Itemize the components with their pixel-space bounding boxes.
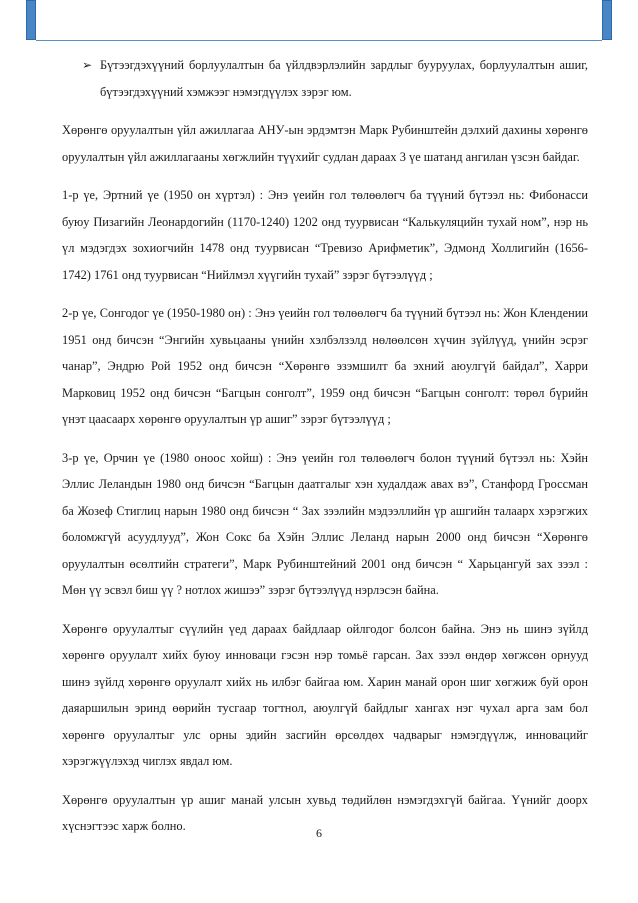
paragraph-intro: Хөрөнгө оруулалтын үйл ажиллагаа АНУ-ын эрдэмтэн Марк Рубинштейн дэлхий дахины хөрөнгө оруулалтын үйл ажиллагааны хөгжлийн түүхийг судлан дараах 3 үе шатанд ангилан үзсэн байдаг. [62,123,588,164]
header-left-bar [26,0,36,40]
paragraph-innovation: Хөрөнгө оруулалтыг сүүлийн үед дараах байдлаар ойлгодог болсон байна. Энэ нь шинэ зүйлд хөрөнгө оруулалт хийх буюу инноваци гэсэн нэр томьё гарсан. Зах зээл өндөр хөгжсөн орнууд шинэ зүйлд хөрөнгө оруулалт хийх нь илбэг байгаа юм. Харин манай орон шиг хөгжиж буй орон даяаршилын эринд өөрийн тусгаар тогтнол, аюулгүй байдлыг хангах нэг чухал арга зам бол хөрөнгө оруулалтыг улс орны эдийн засгийн өрсөлдөх чадварыг нэмэгдүүлж, инновацийг хэрэгжүүлэхэд чиглэх явдал юм. [62,621,588,768]
bullet-item [62,52,588,105]
page-number: 6 [316,826,322,840]
paragraph-period-2: 2-р үе, Сонгодог үе (1950-1980 он) : Энэ үеийн гол төлөөлөгч ба түүний бүтээл нь: Жон Клендении 1951 онд бичсэн “Энгийн хувьцааны үнийн хэлбэлзэлд нөлөөлсөн хүчин зүйлүүд, үнийн эсрэг чанар”, Эндрю Рой 1952 онд бичсэн “Хөрөнгө эзэмшилт ба эхний аюулгүй байдал”, Харри Марковиц 1952 онд бичсэн “Багцын сонголт”, 1959 онд бичсэн “Багцын сонголт: төрөл бүрийн үнэт цаасаарх хөрөнгө оруулалтын үр ашиг” зэрэг бүтээлүүд ; [62,306,588,426]
header-rule [36,40,602,41]
paragraph-period-3: 3-р үе, Орчин үе (1980 оноос хойш) : Энэ үеийн гол төлөөлөгч болон түүний бүтээл нь: Хэйн Эллис Леландын 1980 онд бичсэн “Багцын даатгалыг хэн худалдаж авах вэ”, Станфорд Гроссман ба Жозеф Стиглиц нарын 1980 онд бичсэн “ Зах зээлийн мэдээллийн үр ашгийн талаарх хэрэгжих боломжгүй асуудлууд”, Жон Сокс ба Хэйн Эллис Леланд нарын 2000 онд бичсэн “Хөрөнгө оруулалтын өсөлтийн стратеги”, Марк Рубинштейний 2001 онд бичсэн “ Харьцангуй зах зээл : Мөн үү эсвэл биш үү ? нотлох жишээ” зэрэг бүтээлүүд нэрлэсэн байна. [62,450,588,597]
arrow-bullet-icon: ➢ [82,58,93,72]
document-body [62,52,588,852]
page-header-frame [0,0,638,44]
paragraph-conclusion: Хөрөнгө оруулалтын үр ашиг манай улсын хувьд төдийлөн нэмэгдэхгүй байгаа. Үүнийг доорх хүснэгтээс харж болно. [62,792,588,833]
header-right-bar [602,0,612,40]
bullet-text: Бүтээгдэхүүний борлуулалтын ба үйлдвэрлэлийн зардлыг бууруулах, борлуулалтын ашиг, бүтээгдэхүүний хэмжээг нэмэгдүүлэх зэрэг юм. [100,58,588,99]
paragraph-period-1: 1-р үе, Эртний үе (1950 он хүртэл) : Энэ үеийн гол төлөөлөгч ба түүний бүтээл нь: Фибонасси буюу Пизагийн Леонардогийн (1170-1240) 1202 онд туурвисан “Калькуляцийн тухай ном”, нэр нь үл мэдэгдэх зохиогчийн 1478 онд туурвисан “Тревизо Арифметик”, Эдмонд Холлигийн (1656-1742) 1761 онд туурвисан “Нийлмэл хүүгийн тухай” зэрэг бүтээлүүд ; [62,188,588,282]
